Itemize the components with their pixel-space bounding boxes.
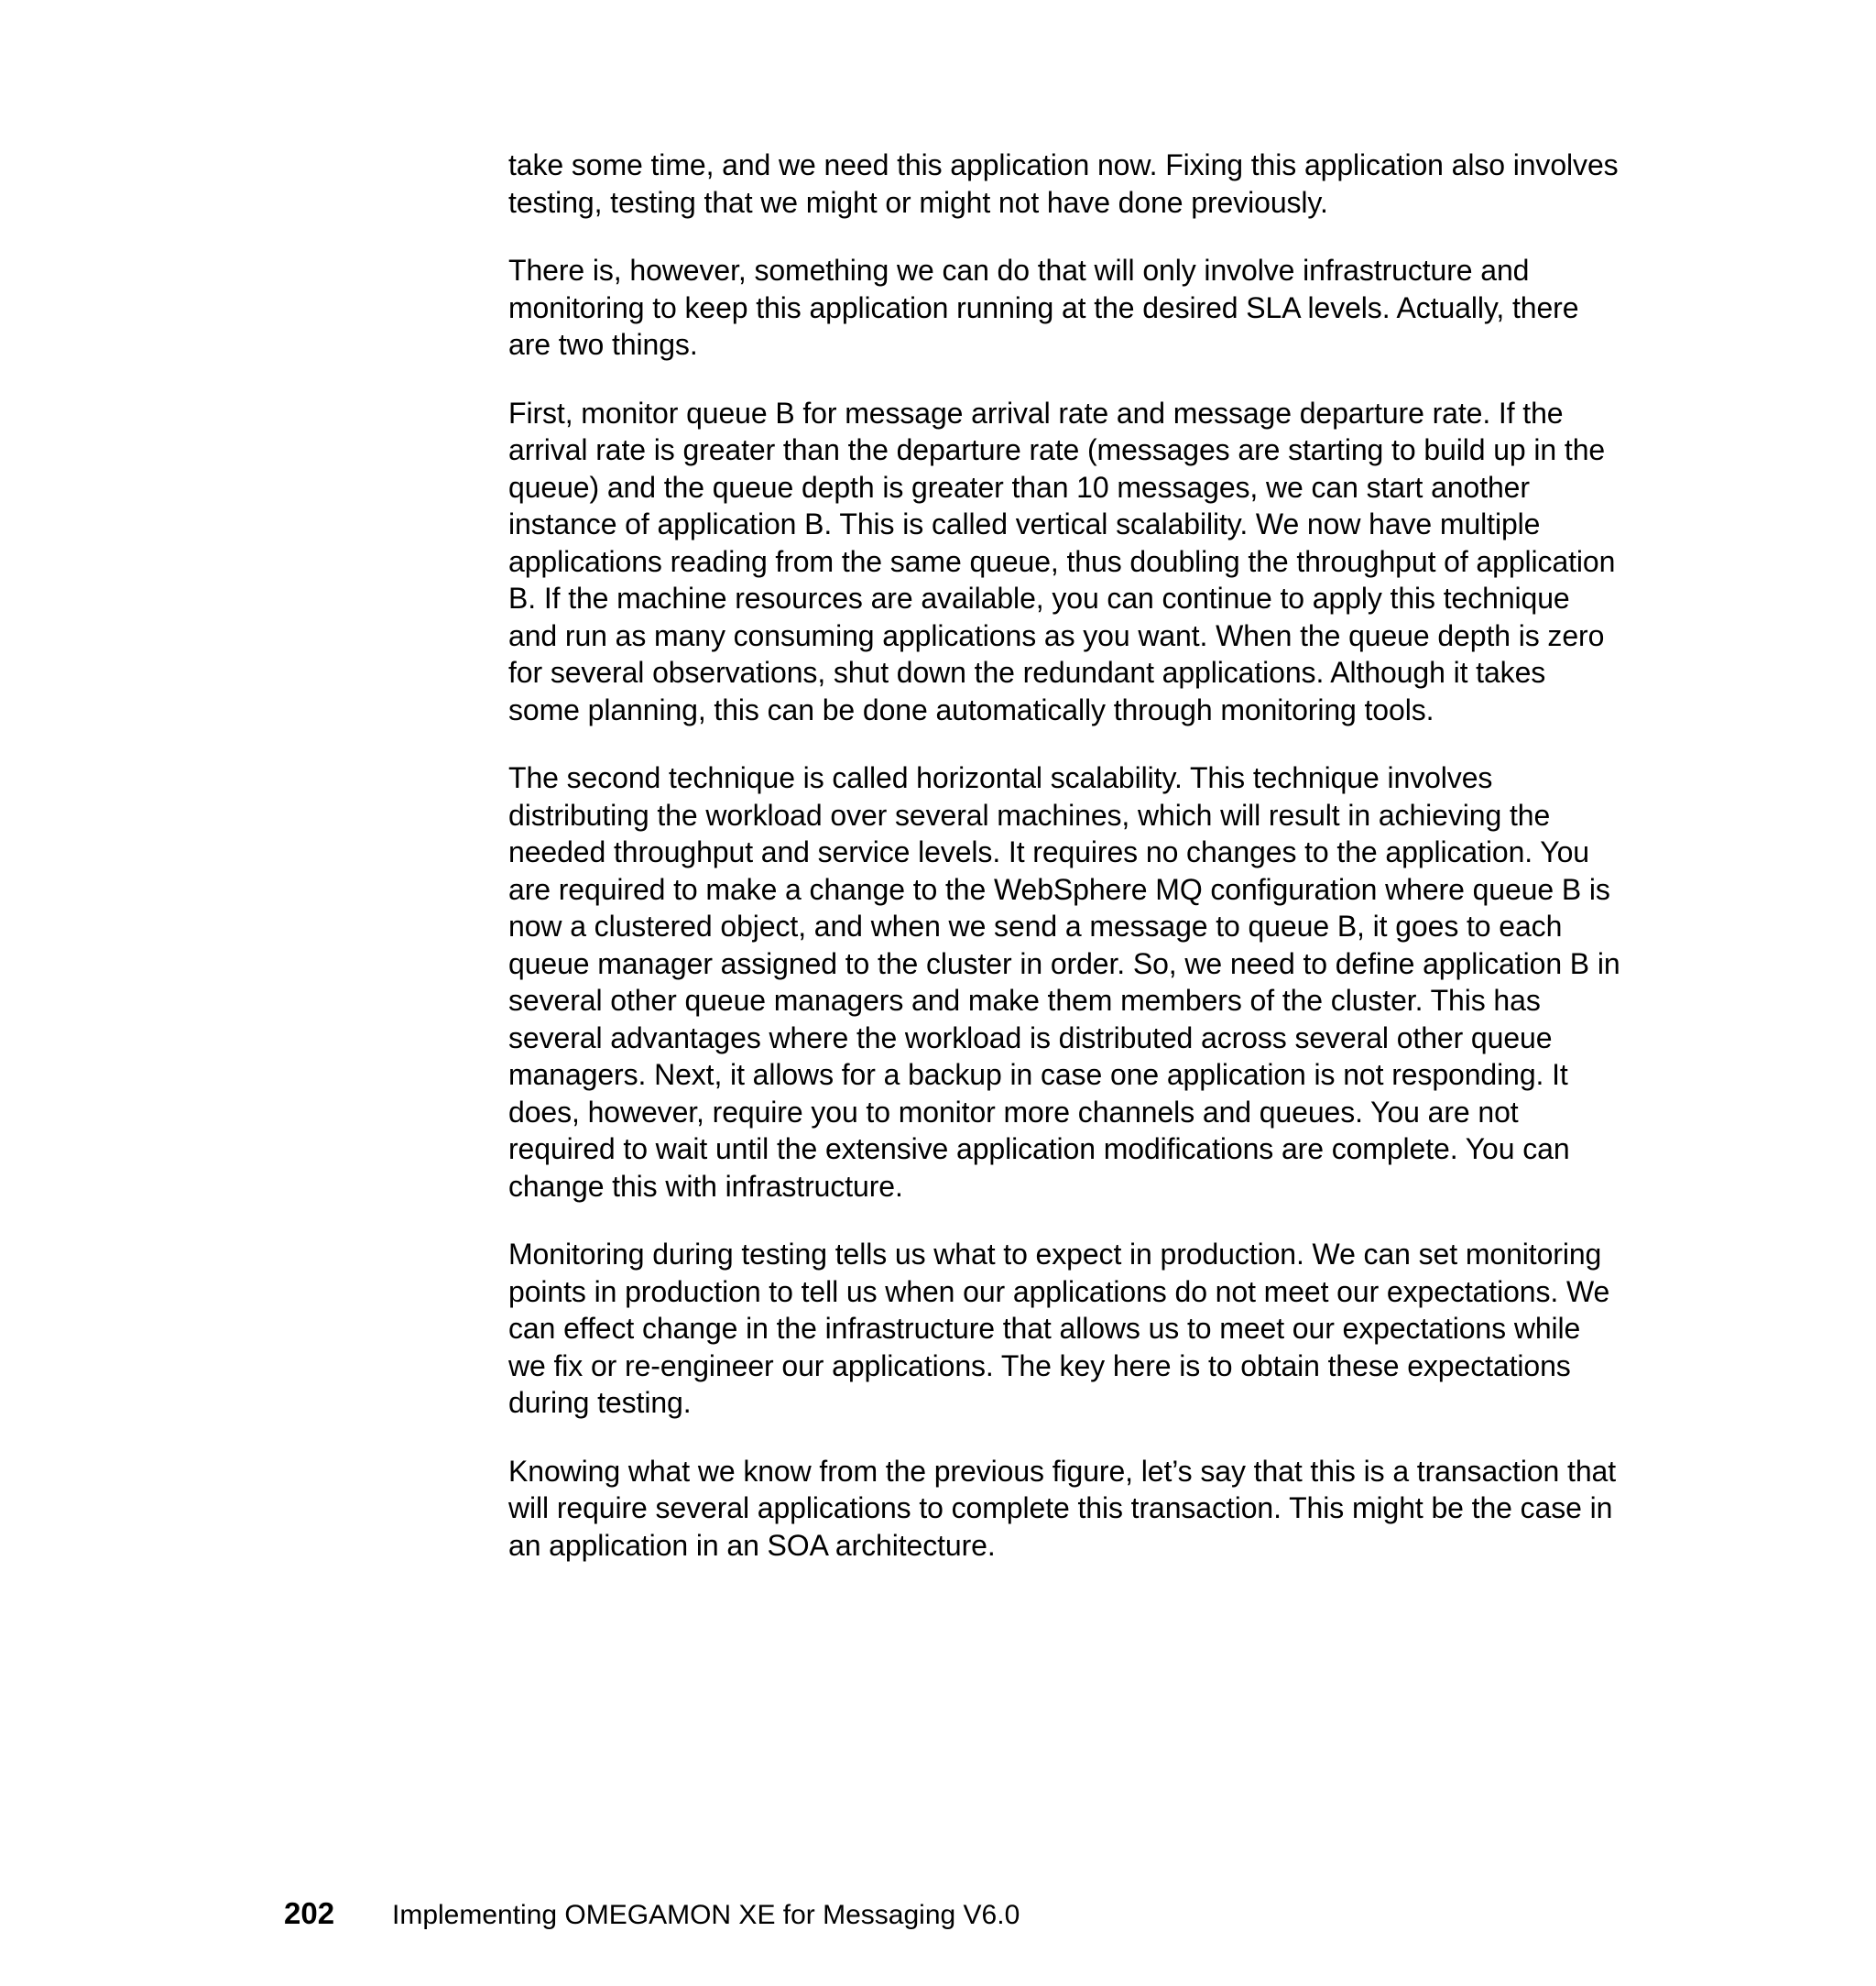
paragraph: take some time, and we need this application now. Fixing this application also involves testing, testing that we might or might not have done previously. [508, 148, 1619, 219]
book-title: Implementing OMEGAMON XE for Messaging V6.0 [392, 1900, 1020, 1930]
page-number: 202 [284, 1896, 335, 1930]
paragraph: Knowing what we know from the previous figure, let’s say that this is a transaction that will require several applications to complete this transaction. This might be the case in an application in an SOA architecture. [508, 1454, 1616, 1562]
page-footer [284, 1896, 1020, 1937]
paragraph: There is, however, something we can do that will only involve infrastructure and monitoring to keep this application running at the desired SLA levels. Actually, there are two things. [508, 254, 1579, 361]
paragraph: Monitoring during testing tells us what to expect in production. We can set monitoring points in production to tell us when our applications do not meet our expectations. We can effect change in the infrastructure that allows us to meet our expectations while we fix or re-engineer our applications. The key here is to obtain these expectations during testing. [508, 1238, 1610, 1419]
paragraph: First, monitor queue B for message arrival rate and message departure rate. If the arrival rate is greater than the departure rate (messages are starting to build up in the queue) and the queue depth is greater than 10 messages, we can start another instance of application B. This is called vertical scalability. We now have multiple applications reading from the same queue, thus doubling the throughput of application B. If the machine resources are available, you can continue to apply this technique and run as many consuming applications as you want. When the queue depth is zero for several observations, shut down the redundant applications. Although it takes some planning, this can be done automatically through monitoring tools. [508, 396, 1616, 726]
body-text [508, 147, 1621, 1595]
paragraph: The second technique is called horizontal scalability. This technique involves distributing the workload over several machines, which will result in achieving the needed throughput and service levels. It requires no changes to the application. You are required to make a change to the WebSphere MQ configuration where queue B is now a clustered object, and when we send a message to queue B, it goes to each queue manager assigned to the cluster in order. So, we need to define application B in several other queue managers and make them members of the cluster. This has several advantages where the workload is distributed across several other queue managers. Next, it allows for a backup in case one application is not responding. It does, however, require you to monitor more channels and queues. You are not required to wait until the extensive application modifications are complete. You can change this with infrastructure. [508, 761, 1620, 1203]
